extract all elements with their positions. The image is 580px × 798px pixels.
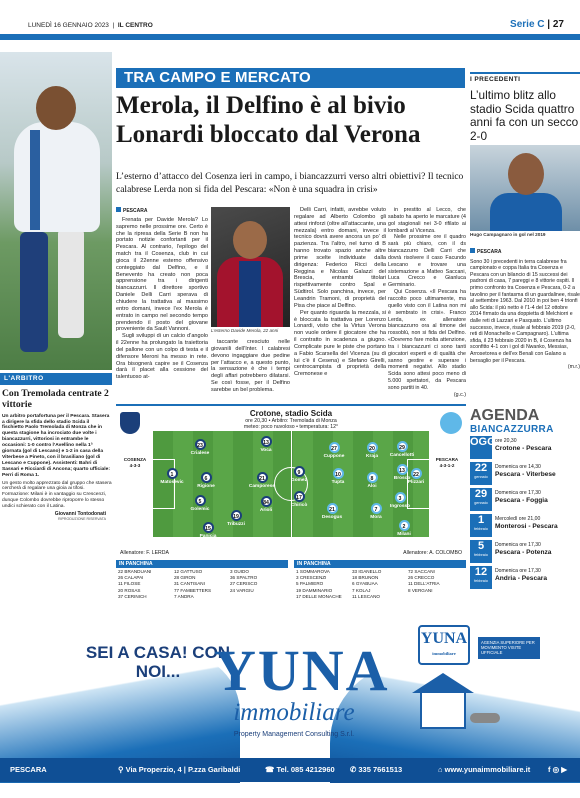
away-player: 2 Milani [389,520,419,537]
agenda-date: 1 febbraio [470,514,492,537]
match-line-1: ore 20,30 • Arbitro: Tremolada di Monza [245,418,337,424]
home-player: 9 Gomez [284,466,314,483]
home-bench [116,560,288,601]
headline-2: Lonardi bloccato dal Verona [116,121,421,148]
bench-item: 12 GATTUSO [174,569,203,574]
away-player: 10 Tupta [323,468,353,485]
bench-item: 3 GUIDO [230,569,249,574]
bench-item: 37 CERINICH [118,593,147,599]
ad-company: Property Management Consulting S.r.l. [233,731,355,738]
advertisement [0,603,580,783]
match-line-2: meteo: poco nuvoloso • temperatura: 12° [243,424,339,431]
article-signature: (g.c.) [453,391,466,398]
agenda-text: Mercoledì ore 21,00 Monterosi - Pescara [495,516,558,530]
kicker: TRA CAMPO E MERCATO [116,68,465,88]
article-col-2 [211,339,290,394]
referee-tag: L'ARBITRO [0,373,112,385]
campagnaro-photo [470,145,580,231]
bench-item: 8 VERGANI [408,587,433,593]
summary: L’esterno d’attacco del Cosenza ieri in campo, i biancazzurri verso altri obiettivi? Il tecnico calabrese Lerda non si fida del Pescara: «Non è una squadra in crisi» [116,172,464,195]
bench-item: 26 CRECCO [408,575,435,581]
benches [116,560,466,599]
bench-item: 26 CALAPAI [118,575,144,581]
page-header [0,0,580,34]
paragraph: Nelle prossime ore il quadro sarà più chiaro, con il ds biancazzurro Delli Carri che dovrà risolvere il caso Facundo Lescano e trovare una sistemazione a Matteo Saccani, Luca Crecco e Gianluca Germinario. [388,234,466,289]
bench-item: 31 CANTISANI [174,581,205,587]
away-player: 20 Kraja [357,442,387,459]
home-player: 17 Chiricò [284,491,314,508]
agenda-row [470,566,580,591]
house-roof-icon [412,673,474,693]
header-rule [0,34,580,40]
bench-header: IN PANCHINA [116,560,288,568]
agenda-date: 12 febbraio [470,566,492,589]
away-player: 22 Plizzari [401,468,431,485]
article-col-3 [294,207,386,378]
home-player: 15 Panicia [193,522,223,539]
agenda-text: Domenica ore 17,30 Andria - Pescara [495,568,548,582]
bench-list [294,568,466,601]
paragraph: Frenata per Davide Merola? Lo sapremo nelle prossime ore. Certo è che la ripresa della Serie B non ha portato notizie confortanti per il Pescara. Al contrario, l’epilogo del match tra il Cosenza, club in cui gioca il 22enne esterno offensivo conteggiato dal Delfino, e il Benevento ha creato non poca apprensione tra i dirigenti biancazzurri. Il direttore sportivo Daniele Delli Carri sperava di chiudere la trattativa al massimo entro domani, invece l’ex Merola è entrato in campo nel secondo tempo prendendo il posto del giovane proveniente da Sault Vannoni. [116,216,208,333]
agenda-date: 29 gennaio [470,488,492,511]
bench-item: 36 SPALTRO [230,575,258,581]
agenda-row [470,488,580,513]
bench-item: 1 SOMMAROVA [296,569,330,574]
header-section: Serie C | 27 [510,19,564,30]
player-photo [0,52,112,370]
agenda-title: AGENDA [470,407,540,424]
away-player: 13 Brosco [387,464,417,481]
agenda-row [470,436,580,461]
bench-item: 11 LESCANO [352,593,380,599]
bench-list [116,568,288,601]
away-coach: Allenatore: A. COLOMBO [403,550,462,556]
ad-contact-bar [0,758,580,782]
precedents-box [470,72,580,143]
article-col-4 [388,207,466,399]
agenda-subtitle: BIANCAZZURRA [470,424,554,435]
away-player: 21 Desogus [317,503,347,520]
key-icon [470,713,500,723]
agenda-text: Domenica ore 17,30 Pescara - Foggia [495,490,548,504]
precedents-title: L’ultimo blitz allo stadio Scida quattro anni fa con un secco 2-0 [470,88,579,143]
yuna-logo: YUNA immobiliare [418,625,470,665]
agenda [470,408,580,591]
away-player: 8 Aloi [357,472,387,489]
away-player: 7 Mora [361,503,391,520]
ad-city: PESCARA [10,765,47,774]
photo-caption: L’esterno Davide Merola, 22 anni [211,328,279,333]
bench-header: IN PANCHINA [294,560,466,568]
bench-item: 17 DELLE MONACHE [296,593,342,599]
bench-item: 3 CRESCENZI [296,575,327,581]
ad-brand: YUNA [214,638,390,703]
bench-item: 27 CERISCO [230,581,258,587]
ad-web: ⌂ www.yunaimmobiliare.it [438,765,531,774]
away-bench [294,560,466,601]
bench-item: 5 PALMIERO [296,581,324,587]
referee-credit: RIPRODUZIONE RISERVATA [57,517,106,522]
away-player: 3 Ingrosso [385,492,415,509]
bench-item: 7 ANDRA [174,593,194,599]
home-player: 13 Voca [251,436,281,453]
away-team-box: PESCARA 4-3-1-2 [432,454,462,476]
agenda-text: Domenica ore 14,30 Pescara - Viterbese [495,464,556,478]
home-player: 21 Camporese [247,472,277,489]
bench-item: 18 BRUNON [352,575,379,581]
ad-mobile: ✆ 335 7661513 [350,765,403,774]
bench-item: 28 GIRON [174,575,196,581]
paragraph: Sugli sviluppi di un calcio d’angolo il 22enne ha prolungato la traiettoria del pallone con un colpo di testa e il difensore Meroni ha messo in rete. Ora bisognerà capire se il Cosenza darà il placet alla cessione del talentuoso at- [116,333,208,381]
home-team-box: COSENZA 4-3-3 [120,454,150,476]
campagnaro-caption: Hugo Campagnaro in gol nel 2019 [470,232,546,237]
bench-item: 77 FAMBETTERS [174,587,212,593]
bench-item: 24 VARGIU [230,587,254,593]
home-player: 6 Rigione [191,472,221,489]
ad-phone: ☎ Tel. 085 4212960 [265,765,335,774]
merola-photo [211,207,290,327]
paragraph: taccante cresciuto nelle giovanili dell’Inter. I calabresi devono ingaggiare due pedine per l’attacco e, a questo punto, la sensazione è che i tempi degli affari potrebbero dilatarsi. Se così fosse, per il Delfino sarebbe un bel problema. [211,339,290,393]
ad-address: ⚲ Via Properzio, 4 | P.zza Garibaldi [118,765,241,774]
ad-slogan: SEI A CASA! CON NOI... [85,643,231,681]
referee-box [0,373,112,521]
bench-item: 22 BRANDUANI [118,569,152,574]
paragraph: Sono 30 i precedenti in terra calabrese fra campionato e coppa Italia tra Cosenza e Pescara con un bilancio di 15 successi dei padroni di casa, 7 pareggi e 8 vittorie ospiti. Il primo confronto tra Cosenza e Pescara, 0-2 a tavolino per il fantasma di un guardalinee, risale al settembre 1963. Dal 2010 in poi ben 4 trionfi allo Scida: il più netto è l’1-4 del 12 ottobre 2014 firmato da una doppietta di Melchiorri e dalle reti di Lazzari e Pasquato. L’ultimo successo, invece, risale al febbraio 2019 (2-0, reti di Monachello e Campagnaro). L’ultima sfida, il 23 febbraio 2020 in B, il Cosenza ha sconfitto 4-1 con i gol di Nwanko, Messias, Arrosetorea e dell’ex Benali con Galano a bersaglio per il Pescara. [470,258,580,364]
agenda-date: 5 febbraio [470,540,492,563]
article-col-1 [116,207,208,381]
lineup-graphic [116,404,466,558]
paragraph: in prestito al Lecco, che sabato ha aperto le marcature (4 gol stagionali nei 3-0 rifilato ai lombardi al Vicenza. [388,207,466,234]
agenda-row [470,514,580,539]
bench-item: 11 DELL'ATRIA [408,581,440,587]
bench-item: 6 GYABUAA [352,581,378,587]
header-date: LUNEDÌ 16 GENNAIO 2023 | IL CENTRO [28,22,153,29]
precedents-tag: I PRECEDENTI [470,72,580,83]
referee-title: Con Tremolada centrate 2 vittorie [2,388,109,410]
home-player: 1 Matosevic [157,468,187,485]
away-player: 27 Cuppone [319,442,349,459]
bench-item: 72 SACCANI [408,569,435,574]
referee-text: Un gesto molto apprezzato dal gruppo che stasera cercherà di regalare una gioia ai tifosi. Formazione: Milani è in vantaggio su Crescenzi, dunque Colombo dovrebbe riproporre lo stesso undici schierato con il Latina. [2,480,112,510]
bench-item: 11 FILOSE [118,581,141,587]
headline-1: Merola, il Delfino è al bivio [116,92,406,119]
byline: PESCARA [470,248,580,256]
house-icon [420,691,466,729]
signature: (m.r.) [567,364,580,371]
social-icons: f ◎ ▶ [548,765,567,774]
bench-item: 33 IGANELLO [352,569,382,574]
bench-item: 20 ROSAS [118,587,141,593]
match-title: Crotone, stadio Scida [249,409,333,418]
home-player: 5 Golemic [185,495,215,512]
paragraph: Qui Cosenza. «Il Pescara ha raccolto poco ultimamente, ma quello visto con il Latina non mi è sembrato in crisi». Franco Lerda, ex allenatore biancazzurro ora al timone dei rossoblù, non si fida del Delfino. «Dovremo fare molta attenzione, tra i biancazzurri ci sono tanti giocatori esperti e di qualità che sanno gestire e superare i momenti negativi. Allo stadio Scida sono attesi poco meno di 5.000 spettatori, da Pescara sono partiti in 40. [388,289,466,391]
home-player: 19 Tribuzzi [221,510,251,527]
home-coach: Allenatore: F. LERDA [120,550,170,556]
referee-signature: Giovanni Tontodonati [54,511,106,518]
agenda-date: OGGI [470,436,492,459]
bench-item: 7 KOLAJ [352,587,371,593]
paragraph: Per quanto riguarda la mezzala, si è bloccata la trattativa per Lorenzo Lonardi, visto che la Virtus Verona non vuole ordere il giocatore che ha il contratto in scadenza a giugno. Complicate pure le piste che portano a Fabio Scarsella del Vicenza (su di lui c’è il Cesena) e Stefano Girelli, centrocampista di proprietà della Cremonese e [294,309,386,378]
agenda-text: Domenica ore 17,30 Pescara - Potenza [495,542,552,556]
precedents-text [470,248,580,371]
ad-brand-sub: immobiliare [233,699,355,726]
agenda-text: ore 20,30 Crotone - Pescara [495,438,552,452]
agenda-list [470,436,580,591]
bench-item: 19 DAMMINARIO [296,587,333,593]
players-layer [116,406,466,560]
agency-badge: AGENZIA SUPERIORE PER MOVIMENTO VISITE UFFICIALE [478,637,540,659]
paragraph: Delli Carri, infatti, avrebbe voluto regalare ad Alberto Colombo gli attesi rinforzi (oltre all’attaccante, una mezzala) entro domani, invece il tecnico dovrà avere ancora un po’ di pazienza. Tra l’altro, nel turno di B hanno trovato spazio anche altre prime scelte individuate dalla dirigenza: Federico Ricci della Reggina e Nicolas Galazzi del Brescia, entrambi titolari rispettivamente contro Spal e Südtirol. Solo panchina, invece, per Leandrin Tramoni, di proprietà del Pisa che piace al Delfino. [294,207,386,309]
referee-text-bold: Un arbitro portafortuna per il Pescara. Stasera a dirigere la sfida dello stadio Scida il fischietto Paolo Tremolada di Monza che in questa stagione ha incrociato due volte i biancazzurri, vittoriosi in entrambe le occasioni: 1-0 contro l’Avellino nella 1ª giornata (gol di Lescano) e 1-2 in casa della Viterbese a Pineto, con il brasiliano (gol di Lescano e Cuppone). Assistenti: Bahri di Sassari e Ricciardi di Ancona; quarto ufficiale: Perri di Roma 1. [2,413,110,478]
agenda-row [470,462,580,487]
home-player: 23 Crialese [185,439,215,456]
agenda-row [470,540,580,565]
agenda-date: 22 gennaio [470,462,492,485]
away-player: 29 Cancellotti [387,441,417,458]
byline: PESCARA [116,207,208,215]
home-player: 84 Arioli [251,496,281,513]
